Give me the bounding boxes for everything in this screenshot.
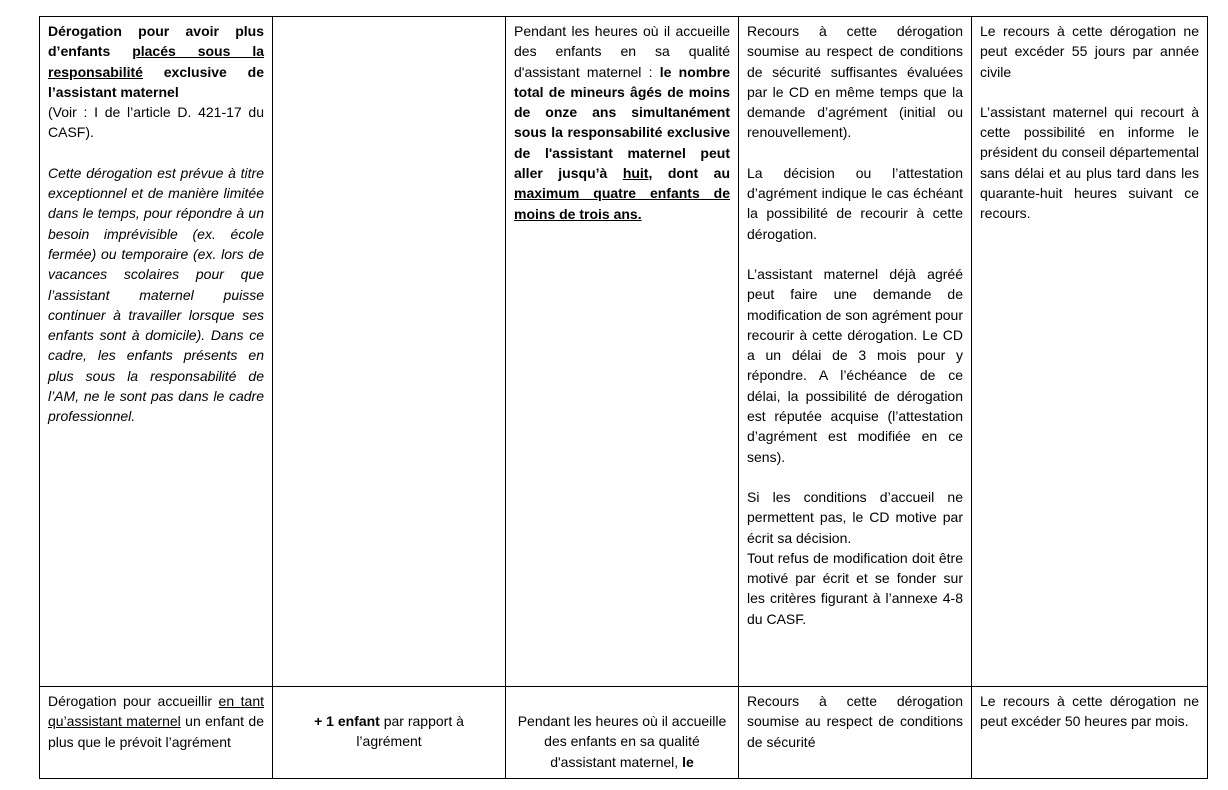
- table-cell-conditions: [506, 17, 739, 687]
- table-cell-conditions: [506, 687, 739, 779]
- procedure2-text: Recours à cette dérogation soumise au respect de conditions de sécurité: [747, 693, 963, 750]
- table-cell-empty: [273, 17, 506, 687]
- table-cell-limits: [972, 17, 1208, 687]
- conditions-maximum: maximum quatre enfants de moins de trois ans.: [514, 185, 730, 222]
- table-row: [40, 17, 1208, 687]
- limits2-text: Le recours à cette dérogation ne peut excéder 50 heures par mois.: [980, 693, 1199, 730]
- derogation2-part3: un enfant de plus que le prévoit l’agrément: [48, 713, 264, 750]
- derogation-title-underlined: placés sous la responsabilité: [48, 43, 265, 80]
- table-cell-limits: [972, 687, 1208, 779]
- conditions2-bold: le: [682, 753, 694, 770]
- procedure-paragraph-1: Recours à cette dérogation soumise au respect de conditions de sécurité suffisantes évaluées par le CD en même temps que la demande d’agrément (initial ou renouvellement).: [747, 23, 963, 141]
- table-row: [40, 687, 1208, 779]
- derogation-table: [39, 16, 1208, 779]
- limits-paragraph-1: Le recours à cette dérogation ne peut excéder 55 jours par année civile: [980, 23, 1199, 80]
- article-reference: (Voir : I de l’article D. 421-17 du CASF).: [48, 104, 264, 141]
- table-cell-procedure: [739, 17, 972, 687]
- derogation-title-part3: exclusive de l’assistant maternel: [48, 63, 264, 100]
- capacity-text: par rapport à l’agrément: [356, 713, 464, 750]
- limits-paragraph-2: L’assistant maternel qui recourt à cette possibilité en informe le président du conseil départemental sans délai et au plus tard dans les quarante-huit heures suivant ce recours.: [980, 103, 1199, 222]
- conditions-number: huit: [622, 165, 649, 182]
- conditions2-text: Pendant les heures où il accueille des enfants en sa qualité d'assistant maternel,: [517, 713, 727, 770]
- procedure-paragraph-3: L’assistant maternel déjà agréé peut faire une demande de modification de son agrément pour recourir à cette dérogation. Le CD a un délai de 3 mois pour y répondre. A l’échéance de ce délai, la possibilité de dérogation est réputée acquise (l’attestation d’agrément est modifiée en ce sens).: [747, 265, 963, 465]
- capacity-bold: + 1 enfant: [314, 713, 380, 729]
- derogation-note: Cette dérogation est prévue à titre exceptionnel et de manière limitée dans le temps, pour répondre à un besoin imprévisible (ex. école fermée) ou temporaire (ex. lors de vacances scolaires pour que l’assistant maternel puisse continuer à travailler lorsque ses enfants sont à domicile). Dans ce cadre, les enfants présents en plus sous la responsabilité de l’AM, ne le sont pas dans le cadre professionnel.: [48, 164, 264, 425]
- procedure-paragraph-2: La décision ou l’attestation d’agrément indique le cas échéant la possibilité de recourir à cette dérogation.: [747, 164, 963, 242]
- procedure-paragraph-4: Si les conditions d’accueil ne permettent pas, le CD motive par écrit sa décision.: [747, 488, 963, 546]
- conditions-intro: Pendant les heures où il accueille des enfants en sa qualité d'assistant maternel :: [514, 23, 730, 80]
- derogation2-underlined: en tant qu’assistant maternel: [48, 693, 264, 730]
- table-cell-derogation-title: [40, 687, 273, 779]
- conditions-bold: le nombre total de mineurs âgés de moins de onze ans simultanément sous la responsabilité exclusive de l'assistant maternel peut aller jusqu’à: [514, 63, 731, 182]
- derogation-title-part1: Dérogation pour avoir plus d’enfants: [48, 23, 264, 60]
- table-cell-derogation-title: [40, 17, 273, 687]
- procedure-paragraph-5: Tout refus de modification doit être motivé par écrit et se fonder sur les critères figurant à l’annexe 4-8 du CASF.: [747, 549, 963, 627]
- table-cell-procedure: [739, 687, 972, 779]
- conditions-connector: , dont au: [648, 165, 731, 182]
- derogation2-part1: Dérogation pour accueillir: [48, 693, 213, 709]
- table-cell-capacity: [273, 687, 506, 779]
